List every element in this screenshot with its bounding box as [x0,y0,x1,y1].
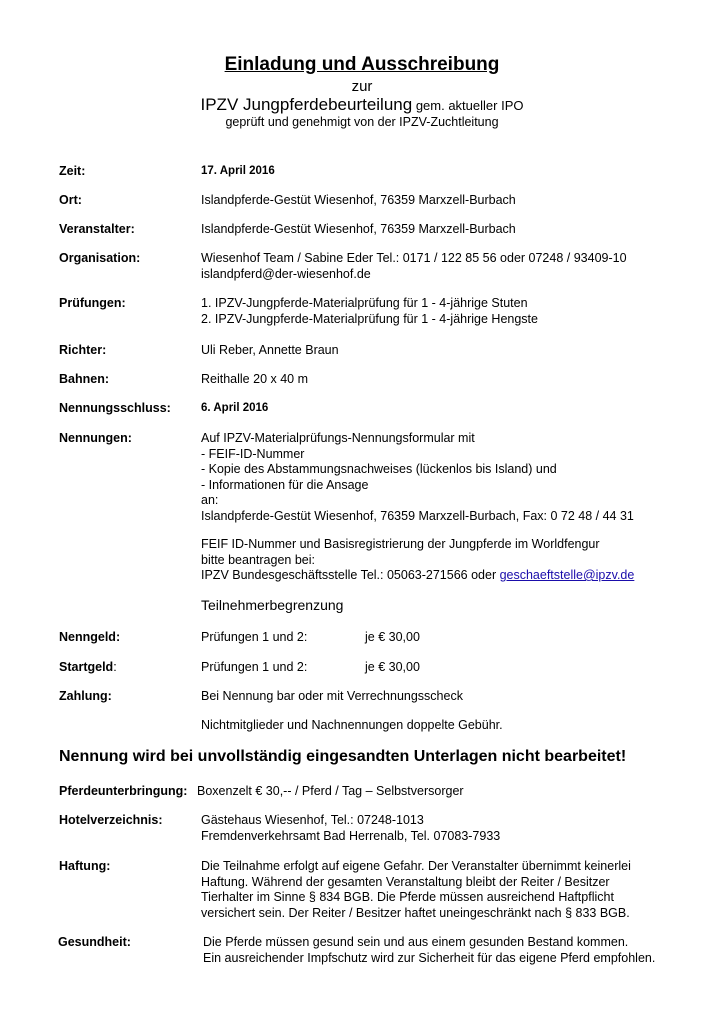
bahnen-value: Reithalle 20 x 40 m [201,372,309,386]
haftung-line: Die Teilnahme erfolgt auf eigene Gefahr. Der Veranstalter übernimmt keinerlei [201,859,631,873]
nenngeld-amount: je € 30,00 [365,630,420,644]
haftung-line: Haftung. Während der gesamten Veranstaltung bleibt der Reiter / Besitzer [201,874,610,889]
zeit-label: Zeit: [59,164,86,178]
nennungen-label: Nennungen: [59,431,132,445]
richter-label: Richter: [59,343,107,357]
zahlung-note: Nichtmitglieder und Nachnennungen doppelte Gebühr. [201,718,503,732]
richter-value: Uli Reber, Annette Braun [201,343,339,357]
subtitle-small: gem. aktueller IPO [412,98,524,113]
feif-contact-text: IPZV Bundesgeschäftsstelle Tel.: 05063-271566 oder [201,568,500,582]
startgeld-label-colon: : [113,660,117,674]
nennungen-line: - FEIF-ID-Nummer [201,446,305,461]
nennungen-line: - Informationen für die Ansage [201,477,369,492]
subtitle-main: IPZV Jungpferdebeurteilung [200,95,413,114]
startgeld-desc: Prüfungen 1 und 2: [201,660,308,674]
nennungen-line: - Kopie des Abstammungsnachweises (lückenlos bis Island) und [201,462,557,476]
organisation-value [201,251,627,282]
hotelverzeichnis-value [201,813,500,844]
document-title: Einladung und Ausschreibung [224,54,500,75]
veranstalter-value: Islandpferde-Gestüt Wiesenhof, 76359 Marxzell-Burbach [201,222,516,236]
pferdeunterbringung-value: Boxenzelt € 30,-- / Pferd / Tag – Selbstversorger [197,784,464,798]
organisation-line: Wiesenhof Team / Sabine Eder Tel.: 0171 / 122 85 56 oder 07248 / 93409-10 [201,251,627,265]
bahnen-label: Bahnen: [59,372,109,386]
nennungen-line: an: [201,493,219,507]
pferdeunterbringung-label: Pferdeunterbringung: [59,784,188,798]
zahlung-value: Bei Nennung bar oder mit Verrechnungsscheck [201,689,463,703]
hotel-line: Fremdenverkehrsamt Bad Herrenalb, Tel. 07083-7933 [201,828,501,843]
incomplete-warning: Nennung wird bei unvollständig eingesandten Unterlagen nicht bearbeitet! [59,748,627,765]
haftung-label: Haftung: [59,859,111,873]
nennungen-value [201,431,634,524]
nenngeld-desc: Prüfungen 1 und 2: [201,630,308,644]
approval-note: geprüft und genehmigt von der IPZV-Zuchtleitung [225,115,499,129]
pruefungen-label: Prüfungen: [59,296,126,310]
organisation-email: islandpferd@der-wiesenhof.de [201,266,371,281]
nenngeld-label: Nenngeld: [59,630,121,644]
haftung-line: versichert sein. Der Reiter / Besitzer haftet uneingeschränkt nach § 833 BGB. [201,905,630,920]
nennungsschluss-value: 6. April 2016 [201,402,269,414]
startgeld-label [59,660,117,674]
gesundheit-line: Die Pferde müssen gesund sein und aus einem gesunden Bestand kommen. [203,935,629,949]
nennungen-line: Islandpferde-Gestüt Wiesenhof, 76359 Marxzell-Burbach, Fax: 0 72 48 / 44 31 [201,508,634,523]
ort-label: Ort: [59,193,82,207]
gesundheit-label: Gesundheit: [58,935,131,949]
pruefung-item: 2. IPZV-Jungpferde-Materialprüfung für 1 - 4-jährige Hengste [201,311,538,326]
feif-line: bitte beantragen bei: [201,552,315,567]
feif-contact [201,568,634,584]
haftung-value [201,859,631,921]
startgeld-amount: je € 30,00 [365,660,420,674]
feif-info [201,537,634,584]
email-link[interactable]: geschaeftstelle@ipzv.de [499,568,635,582]
hotel-line: Gästehaus Wiesenhof, Tel.: 07248-1013 [201,813,424,827]
gesundheit-value [203,935,655,966]
pruefung-item: 1. IPZV-Jungpferde-Materialprüfung für 1 - 4-jährige Stuten [201,296,528,310]
feif-line: FEIF ID-Nummer und Basisregistrierung der Jungpferde im Worldfengur [201,537,600,551]
gesundheit-line: Ein ausreichender Impfschutz wird zur Sicherheit für das eigene Pferd empfohlen. [203,950,656,965]
haftung-line: Tierhalter im Sinne § 834 BGB. Die Pferde müssen ausreichend Haftpflicht [201,890,614,904]
hotelverzeichnis-label: Hotelverzeichnis: [59,813,163,827]
startgeld-label-text: Startgeld [59,660,114,674]
zeit-value: 17. April 2016 [201,165,275,177]
document-subtitle [0,95,724,115]
title-zur: zur [351,78,373,95]
pruefungen-value [201,296,538,327]
participant-limit: Teilnehmerbegrenzung [201,597,344,613]
zahlung-label: Zahlung: [59,689,112,703]
nennungsschluss-label: Nennungsschluss: [59,401,171,415]
ort-value: Islandpferde-Gestüt Wiesenhof, 76359 Marxzell-Burbach [201,193,516,207]
organisation-label: Organisation: [59,251,141,265]
veranstalter-label: Veranstalter: [59,222,135,236]
nennungen-line: Auf IPZV-Materialprüfungs-Nennungsformular mit [201,431,475,445]
